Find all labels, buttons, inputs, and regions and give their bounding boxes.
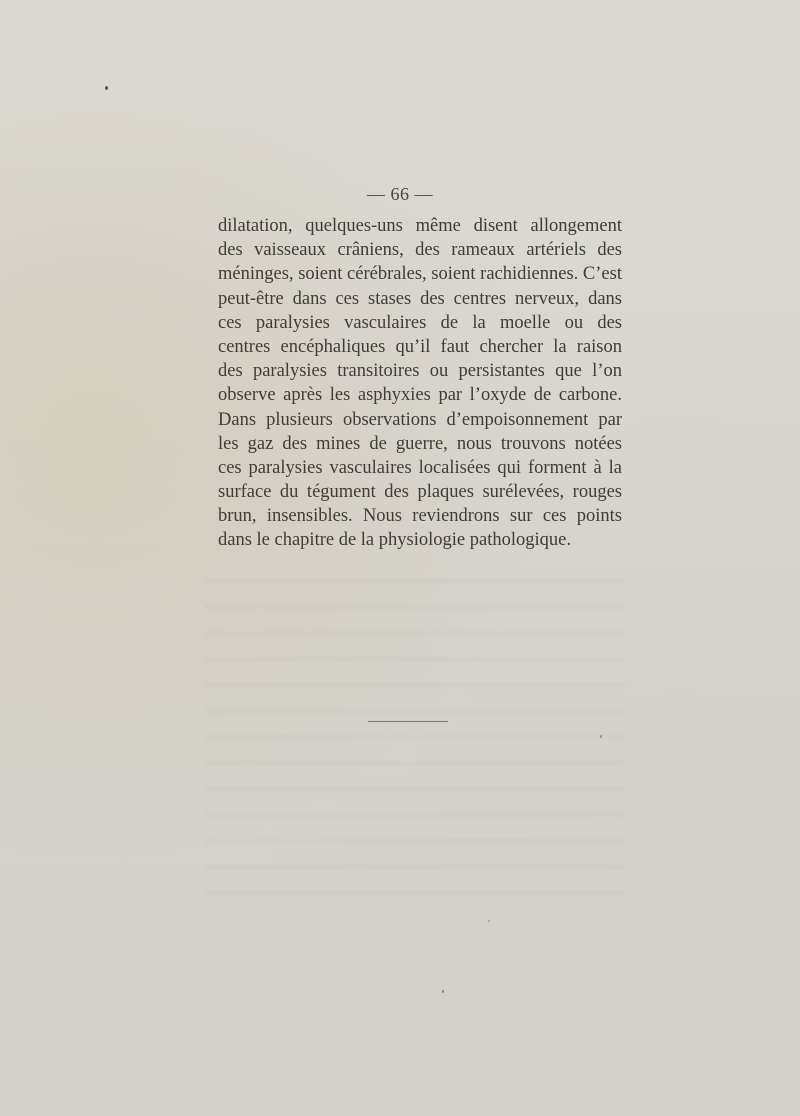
show-through-texture bbox=[205, 560, 625, 900]
paper-speck bbox=[600, 735, 602, 738]
section-end-rule bbox=[368, 721, 448, 722]
page-number: — 66 — bbox=[367, 184, 433, 204]
text-line: méninges, soient cérébrales, soient rachidiennes. C’est bbox=[218, 264, 622, 285]
text-line: observe après les asphyxies par l’oxyde de carbone. bbox=[218, 385, 622, 406]
paper-speck bbox=[488, 920, 490, 922]
body-text bbox=[218, 214, 622, 553]
paper-speck bbox=[442, 990, 444, 993]
text-line: surface du tégument des plaques surélevées, rouges bbox=[218, 482, 622, 503]
text-line: des vaisseaux crâniens, des rameaux artériels des bbox=[218, 240, 622, 261]
text-line: les gaz des mines de guerre, nous trouvons notées bbox=[218, 433, 622, 454]
text-line: centres encéphaliques qu’il faut chercher la raison bbox=[218, 336, 622, 357]
text-line: dilatation, quelques-uns même disent allongement bbox=[218, 216, 622, 236]
text-line: ces paralysies vasculaires de la moelle ou des bbox=[218, 312, 622, 333]
text-line: des paralysies transitoires ou persistantes que l’on bbox=[218, 361, 622, 382]
text-line: peut-être dans ces stases des centres nerveux, dans bbox=[218, 288, 622, 309]
text-line: Dans plusieurs observations d’empoisonnement par bbox=[218, 409, 622, 430]
text-line: dans le chapitre de la physiologie pathologique. bbox=[218, 530, 571, 551]
paper-speck bbox=[105, 86, 108, 90]
text-line: ces paralysies vasculaires localisées qui forment à la bbox=[218, 457, 622, 478]
text-line: brun, insensibles. Nous reviendrons sur ces points bbox=[218, 506, 622, 527]
